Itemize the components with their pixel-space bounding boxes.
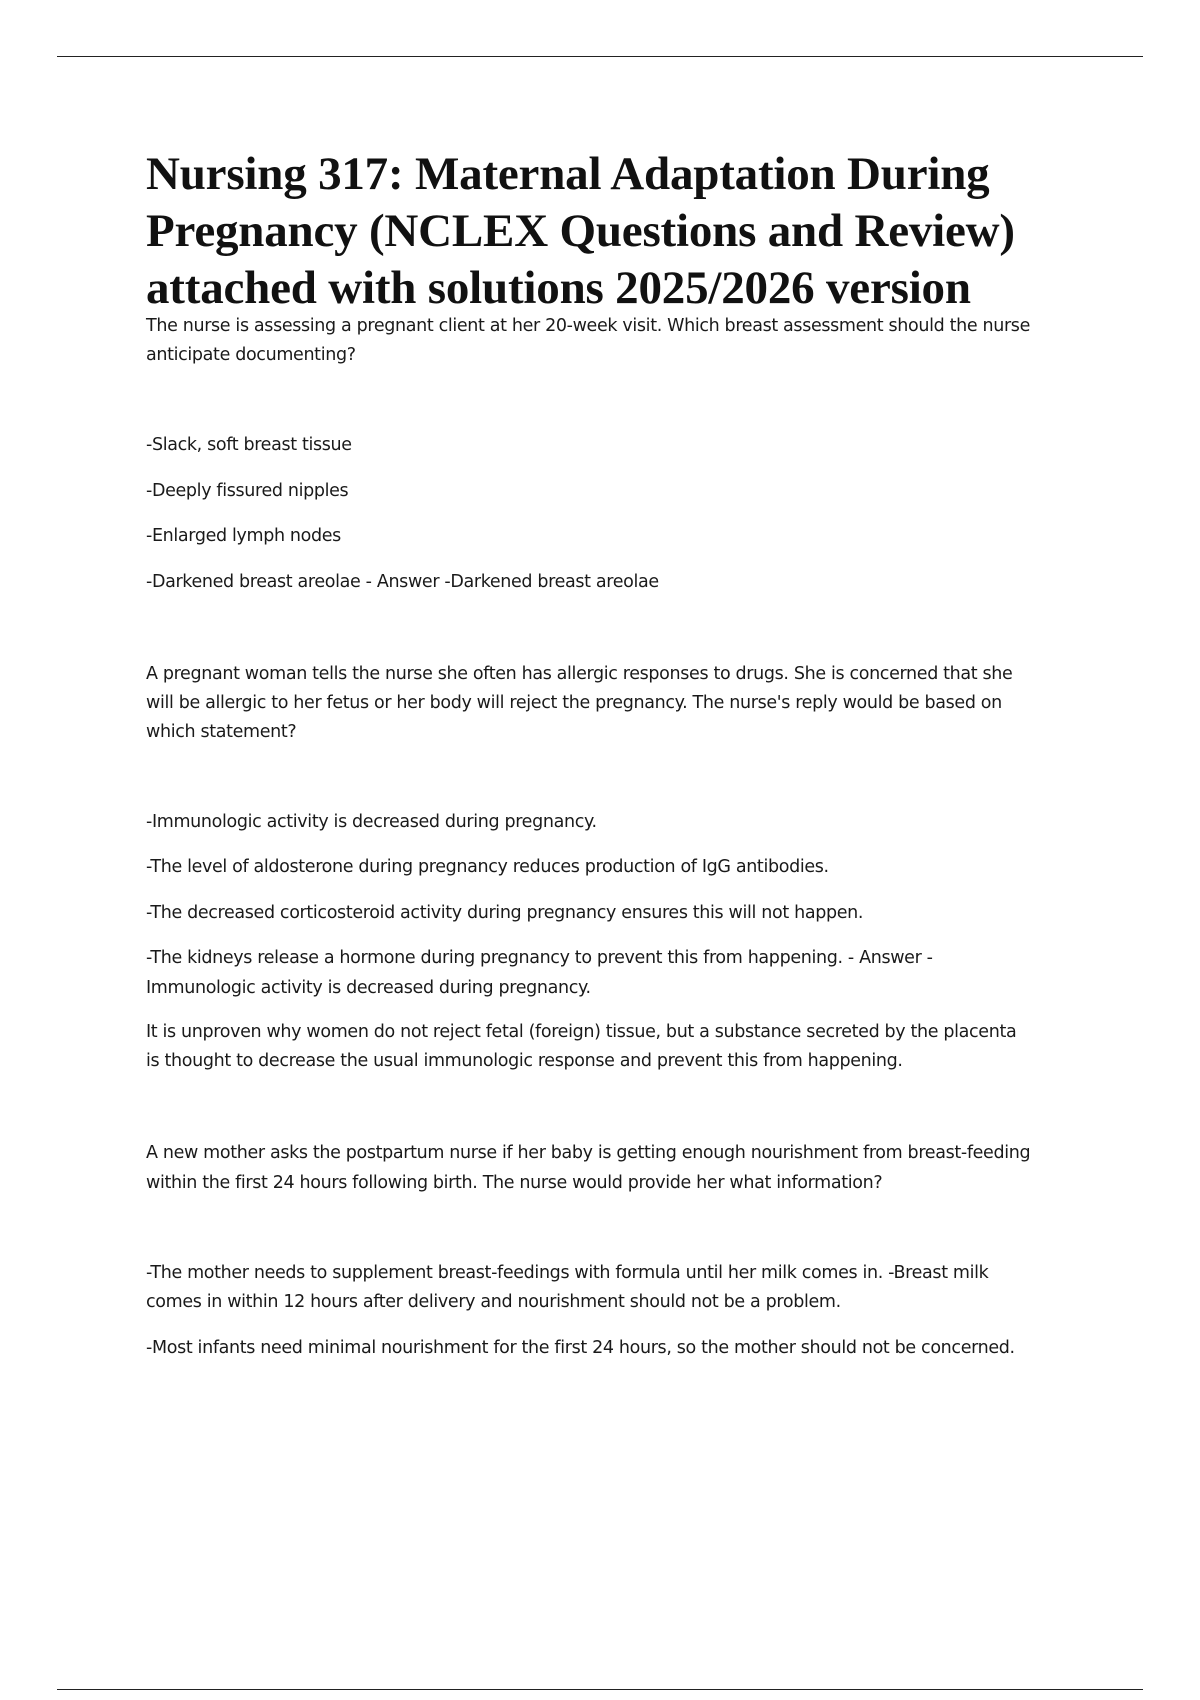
question-1-option-2: -Deeply fissured nipples bbox=[146, 481, 349, 501]
document-title bbox=[146, 146, 1126, 317]
question-1-option-4-answer: -Darkened breast areolae - Answer -Darkened breast areolae bbox=[146, 572, 659, 592]
question-3-stem-line-1: A new mother asks the postpartum nurse if her baby is getting enough nourishment from breast-feeding bbox=[146, 1143, 1031, 1163]
question-1-stem-line-2: anticipate documenting? bbox=[146, 345, 356, 365]
title-line-2: Pregnancy (NCLEX Questions and Review) bbox=[146, 205, 1015, 257]
question-2-answer: Immunologic activity is decreased during pregnancy. bbox=[146, 978, 591, 998]
title-line-3: attached with solutions 2025/2026 version bbox=[146, 262, 971, 314]
question-2-stem-line-3: which statement? bbox=[146, 722, 297, 742]
question-2-rationale-line-2: is thought to decrease the usual immunologic response and prevent this from happening. bbox=[146, 1051, 903, 1071]
footer-rule bbox=[57, 1689, 1143, 1690]
question-2-option-1: -Immunologic activity is decreased during pregnancy. bbox=[146, 812, 597, 832]
question-2-option-4: -The kidneys release a hormone during pregnancy to prevent this from happening. - Answer - bbox=[146, 948, 933, 968]
question-1-option-3: -Enlarged lymph nodes bbox=[146, 526, 341, 546]
question-2-option-2: -The level of aldosterone during pregnancy reduces production of IgG antibodies. bbox=[146, 857, 829, 877]
header-rule bbox=[57, 56, 1143, 57]
question-3-option-2: -Most infants need minimal nourishment for the first 24 hours, so the mother should not be concerned. bbox=[146, 1338, 1015, 1358]
question-1-option-1: -Slack, soft breast tissue bbox=[146, 435, 352, 455]
question-2-stem-line-2: will be allergic to her fetus or her body will reject the pregnancy. The nurse's reply would be based on bbox=[146, 693, 1002, 713]
question-3-option-1-line-2: comes in within 12 hours after delivery and nourishment should not be a problem. bbox=[146, 1292, 841, 1312]
question-2-option-3: -The decreased corticosteroid activity during pregnancy ensures this will not happen. bbox=[146, 903, 864, 923]
question-3-option-1-line-1: -The mother needs to supplement breast-feedings with formula until her milk comes in. -Breast milk bbox=[146, 1263, 989, 1283]
title-line-1: Nursing 317: Maternal Adaptation During bbox=[146, 148, 990, 200]
question-3-stem-line-2: within the first 24 hours following birth. The nurse would provide her what information? bbox=[146, 1173, 883, 1193]
question-2-stem-line-1: A pregnant woman tells the nurse she often has allergic responses to drugs. She is concerned that she bbox=[146, 664, 1013, 684]
question-1-stem-line-1: The nurse is assessing a pregnant client at her 20-week visit. Which breast assessment should the nurse bbox=[146, 316, 1030, 336]
question-2-rationale-line-1: It is unproven why women do not reject fetal (foreign) tissue, but a substance secreted by the placenta bbox=[146, 1022, 1017, 1042]
